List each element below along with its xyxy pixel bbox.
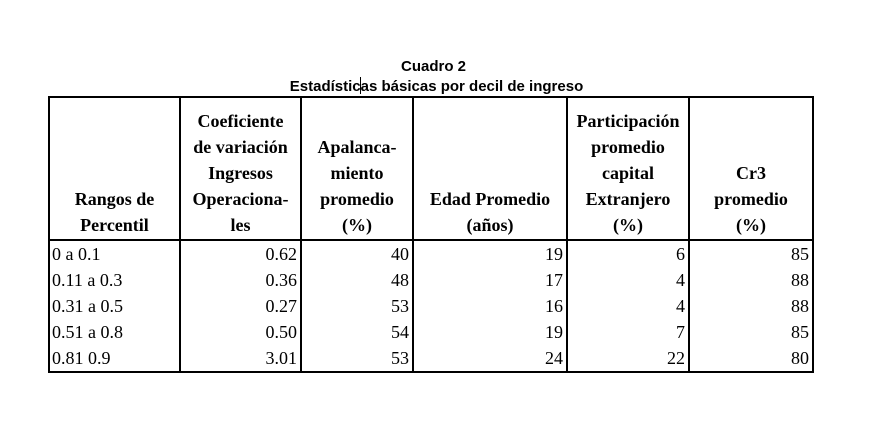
header-line: Extranjero [585,189,671,209]
cell-rango: 0.51 a 0.8 [52,322,123,342]
header-line: promedio [714,189,788,209]
cell-apalancamiento: 48 [301,267,413,293]
cell-apalancamiento: 54 [301,319,413,345]
header-line: capital [602,163,654,183]
cell-coeficiente: 0.27 [180,293,301,319]
cell-edad: 16 [413,293,567,319]
header-line: Rangos de [74,189,155,209]
cell-apalancamiento: 53 [301,293,413,319]
table-row [49,240,813,267]
table-row [49,267,813,293]
cell-apalancamiento: 53 [301,345,413,372]
cell-edad: 19 [413,319,567,345]
cell-coeficiente: 0.50 [180,319,301,345]
table-caption-subtitle [0,77,873,96]
header-line: Participación [576,111,680,131]
header-participacion-capital [567,97,689,240]
header-line: de variación [193,137,288,157]
statistics-table [48,96,814,373]
cell-cr3: 80 [689,345,813,372]
cell-cr3: 85 [689,319,813,345]
header-line: (%) [342,215,372,235]
cell-cr3: 85 [689,240,813,267]
cell-participacion: 6 [567,240,689,267]
table-row [49,345,813,372]
cell-edad: 19 [413,240,567,267]
header-line: (%) [736,215,766,235]
cell-edad: 17 [413,267,567,293]
cell-rango: 0.81 0.9 [52,348,111,368]
cell-cr3: 88 [689,293,813,319]
cell-cr3: 88 [689,267,813,293]
header-line: promedio [591,137,665,157]
cell-coeficiente: 3.01 [180,345,301,372]
cell-participacion: 4 [567,293,689,319]
header-line: Operaciona- [192,189,289,209]
header-cr3-promedio [689,97,813,240]
table-row [49,319,813,345]
header-line: (años) [466,215,514,235]
header-rangos-percentil [49,97,180,240]
table-header-row [49,97,813,240]
cell-edad: 24 [413,345,567,372]
header-line: promedio [320,189,394,209]
cell-rango: 0.31 a 0.5 [52,296,123,316]
subtitle-text-part-1: Estadístic [289,78,361,95]
subtitle-text-part-2: as básicas por decil de ingreso [360,78,584,95]
cell-apalancamiento: 40 [301,240,413,267]
table-caption-title: Cuadro 2 [400,58,466,75]
header-line: les [230,215,251,235]
header-line: Percentil [80,215,149,235]
header-line: (%) [613,215,643,235]
header-coeficiente-variacion [180,97,301,240]
cell-rango: 0.11 a 0.3 [52,270,123,290]
table-row [49,293,813,319]
cell-rango: 0 a 0.1 [52,244,101,264]
cell-participacion: 22 [567,345,689,372]
header-line: miento [330,163,384,183]
header-apalancamiento [301,97,413,240]
header-line: Ingresos [208,163,273,183]
cell-coeficiente: 0.36 [180,267,301,293]
header-line: Apalanca- [317,137,397,157]
cell-coeficiente: 0.62 [180,240,301,267]
cell-participacion: 7 [567,319,689,345]
cell-participacion: 4 [567,267,689,293]
header-edad-promedio [413,97,567,240]
header-line: Edad Promedio [429,189,551,209]
header-line: Cr3 [736,163,766,183]
header-line: Coeficiente [197,111,284,131]
